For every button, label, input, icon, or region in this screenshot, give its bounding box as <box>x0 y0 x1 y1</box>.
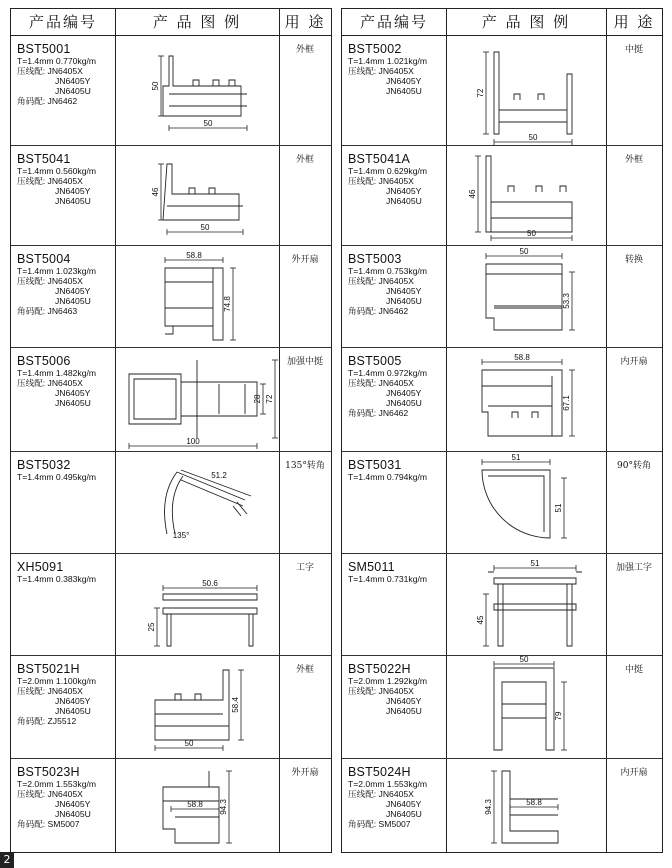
accessory-line: 压线配: JN6405X <box>17 276 83 286</box>
product-spec: T=1.4mm 0.972kg/m <box>348 368 428 378</box>
profile-outline <box>494 578 576 610</box>
product-use: 转换 <box>624 255 643 265</box>
accessory-line: JN6405Y <box>55 186 91 196</box>
product-info <box>348 662 446 716</box>
table-header <box>342 9 662 36</box>
table-header <box>11 9 331 36</box>
dimension-label: 28 <box>253 394 262 404</box>
product-use: 外框 <box>295 45 314 55</box>
profile-svg <box>115 348 279 452</box>
profile-outline <box>482 376 552 436</box>
accessory-line: JN6405Y <box>386 696 422 706</box>
accessory-line: JN6405U <box>55 196 91 206</box>
profile-drawing <box>115 452 279 554</box>
profile-drawing <box>446 146 606 246</box>
catalog-table-left <box>10 8 332 853</box>
product-row-bst5021h <box>11 656 331 759</box>
product-accessories <box>348 686 446 716</box>
profile-drawing <box>115 656 279 759</box>
profile-drawing <box>115 348 279 452</box>
profile-svg <box>446 146 606 246</box>
profile-drawing <box>446 452 606 554</box>
product-code: BST5021H <box>17 662 80 676</box>
profile-outline <box>486 156 572 232</box>
profile-outline <box>155 714 229 726</box>
accessory-line: JN6405U <box>386 809 422 819</box>
accessory-line: 压线配: JN6405X <box>348 276 414 286</box>
product-spec: T=1.4mm 1.482kg/m <box>17 368 97 378</box>
product-accessories <box>348 276 446 316</box>
product-info <box>348 354 446 418</box>
accessory-line: 压线配: JN6405X <box>17 378 83 388</box>
product-info <box>17 662 115 726</box>
product-spec: T=1.4mm 0.753kg/m <box>348 266 428 276</box>
product-info <box>17 765 115 829</box>
profile-svg <box>446 452 606 554</box>
profile-outline <box>155 670 229 740</box>
product-accessories <box>17 276 115 316</box>
product-code: BST5041 <box>17 152 71 166</box>
header-figure: 产 品 图 例 <box>481 13 571 31</box>
accessory-line: JN6405U <box>386 706 422 716</box>
product-use: 外开扇 <box>291 768 319 778</box>
product-code: BST5002 <box>348 42 402 56</box>
product-code: BST5031 <box>348 458 402 472</box>
product-spec: T=1.4mm 1.023kg/m <box>17 266 97 276</box>
product-info <box>17 152 115 206</box>
profile-outline <box>482 470 550 538</box>
profile-outline <box>163 594 257 614</box>
product-code: BST5001 <box>17 42 71 56</box>
product-spec: T=1.4mm 0.560kg/m <box>17 166 97 176</box>
catalog-table-right <box>341 8 663 853</box>
product-spec: T=1.4mm 1.021kg/m <box>348 56 428 66</box>
product-accessories <box>17 176 115 206</box>
profile-svg <box>115 452 279 554</box>
product-use: 135°转角 <box>285 461 325 471</box>
product-use: 加强中挺 <box>286 357 323 367</box>
product-accessories <box>348 66 446 96</box>
accessory-line: 角码配: ZJ5512 <box>17 716 77 726</box>
header-code: 产品编号 <box>359 13 428 31</box>
header-use: 用 途 <box>613 13 655 31</box>
product-row-bst5001 <box>11 36 331 146</box>
product-code: BST5041A <box>348 152 411 166</box>
profile-svg <box>115 246 279 348</box>
profile-outline <box>165 268 223 340</box>
product-row-bst5031 <box>342 452 662 554</box>
profile-outline <box>129 374 181 424</box>
accessory-line: JN6405Y <box>55 799 91 809</box>
dimension-label: 51 <box>511 453 521 462</box>
header-figure: 产 品 图 例 <box>152 13 242 31</box>
profile-svg <box>446 759 606 852</box>
dimension-label: 67.1 <box>562 395 571 411</box>
product-spec: T=1.4mm 0.495kg/m <box>17 472 97 482</box>
dimension-label: 94.3 <box>484 799 493 815</box>
profile-outline <box>193 80 235 86</box>
dimension-label: 58.8 <box>526 798 542 807</box>
product-code: SM5011 <box>348 560 395 574</box>
dimension-label: 72 <box>265 394 274 404</box>
profile-svg <box>115 554 279 656</box>
profile-outline <box>514 94 544 100</box>
product-accessories <box>17 378 115 408</box>
accessory-line: JN6405Y <box>55 76 91 86</box>
product-info <box>348 152 446 206</box>
dimension-label: 79 <box>554 711 563 721</box>
profile-outline <box>175 694 201 700</box>
accessory-line: 角码配: JN6462 <box>348 408 409 418</box>
accessory-line: JN6405Y <box>386 76 422 86</box>
product-code: BST5004 <box>17 252 71 266</box>
accessory-line: 角码配: JN6462 <box>17 96 78 106</box>
accessory-line: JN6405U <box>55 809 91 819</box>
product-spec: T=1.4mm 0.794kg/m <box>348 472 428 482</box>
dimension-label: 51 <box>554 503 563 513</box>
accessory-line: 压线配: JN6405X <box>17 176 83 186</box>
product-use: 加强工字 <box>615 563 652 573</box>
dimension-label: 50 <box>203 119 213 128</box>
accessory-line: JN6405Y <box>386 186 422 196</box>
profile-outline <box>508 186 566 192</box>
dimension-label: 50 <box>527 229 536 238</box>
accessory-line: JN6405U <box>55 86 91 96</box>
product-accessories <box>17 686 115 726</box>
page-number: 2 <box>0 852 14 868</box>
accessory-line: JN6405U <box>55 296 91 306</box>
profile-svg <box>115 146 279 246</box>
product-use: 中挺 <box>624 45 643 55</box>
dimension-label: 135° <box>172 531 190 540</box>
accessory-line: 压线配: JN6405X <box>348 176 414 186</box>
product-accessories <box>17 66 115 106</box>
accessory-line: 压线配: JN6405X <box>348 66 414 76</box>
dimension-label: 50 <box>200 223 210 232</box>
dimension-label: 25 <box>147 622 156 632</box>
profile-drawing <box>115 759 279 852</box>
dimension-label: 50 <box>519 656 529 664</box>
profile-outline <box>189 188 215 194</box>
dimension-label: 46 <box>151 187 160 197</box>
product-accessories <box>348 378 446 418</box>
dimension-label: 46 <box>468 189 477 199</box>
profile-drawing <box>446 656 606 759</box>
accessory-line: 压线配: JN6405X <box>17 686 83 696</box>
product-info <box>17 42 115 106</box>
profile-svg <box>115 36 279 146</box>
profile-outline <box>165 268 213 326</box>
profile-svg <box>446 36 606 146</box>
dimension-label: 53.3 <box>562 293 571 309</box>
profile-svg <box>446 246 606 348</box>
product-row-bst5003 <box>342 246 662 348</box>
product-row-xh5091 <box>11 554 331 656</box>
dimension-label: 100 <box>186 437 200 446</box>
product-spec: T=1.4mm 0.383kg/m <box>17 574 97 584</box>
accessory-line: JN6405Y <box>386 286 422 296</box>
product-info <box>17 354 115 408</box>
dimension-label: 58.8 <box>186 251 202 260</box>
accessory-line: 角码配: SM5007 <box>348 819 411 829</box>
product-code: BST5022H <box>348 662 411 676</box>
product-row-bst5032 <box>11 452 331 554</box>
product-code: BST5003 <box>348 252 402 266</box>
dimension-label: 50 <box>528 133 538 142</box>
accessory-line: 压线配: JN6405X <box>348 686 414 696</box>
dimension-label: 58.8 <box>187 800 203 809</box>
product-use: 外框 <box>295 155 314 165</box>
profile-outline <box>498 584 572 646</box>
accessory-line: 压线配: JN6405X <box>348 378 414 388</box>
profile-outline <box>167 614 253 646</box>
product-row-sm5011 <box>342 554 662 656</box>
profile-outline <box>488 476 544 532</box>
accessory-line: 压线配: JN6405X <box>17 789 83 799</box>
accessory-line: JN6405U <box>386 86 422 96</box>
profile-outline <box>233 502 247 516</box>
profile-outline <box>482 370 562 436</box>
product-spec: T=2.0mm 1.100kg/m <box>17 676 97 686</box>
accessory-line: 角码配: SM5007 <box>17 819 80 829</box>
profile-drawing <box>115 554 279 656</box>
profile-outline <box>502 704 546 718</box>
product-row-bst5002 <box>342 36 662 146</box>
profile-svg <box>446 554 606 656</box>
profile-outline <box>499 110 567 122</box>
accessory-line: JN6405U <box>386 196 422 206</box>
profile-outline <box>163 164 239 220</box>
product-spec: T=2.0mm 1.292kg/m <box>348 676 428 686</box>
dimension-label: 74.8 <box>223 296 232 312</box>
dimension-label: 51 <box>530 559 540 568</box>
product-use: 外框 <box>624 155 643 165</box>
product-spec: T=1.4mm 0.731kg/m <box>348 574 428 584</box>
product-accessories <box>348 789 446 829</box>
dimension-label: 72 <box>476 88 485 98</box>
product-info <box>348 252 446 316</box>
accessory-line: JN6405Y <box>55 286 91 296</box>
profile-drawing <box>115 36 279 146</box>
accessory-line: 角码配: JN6462 <box>348 306 409 316</box>
dimension-label: 58.8 <box>514 353 530 362</box>
product-code: BST5023H <box>17 765 80 779</box>
product-use: 内开扇 <box>620 357 648 367</box>
profile-outline <box>494 668 554 750</box>
product-code: XH5091 <box>17 560 64 574</box>
product-info <box>348 765 446 829</box>
dimension-label: 50 <box>151 81 160 91</box>
product-spec: T=2.0mm 1.553kg/m <box>348 779 428 789</box>
accessory-line: JN6405Y <box>386 799 422 809</box>
product-spec: T=1.4mm 0.629kg/m <box>348 166 428 176</box>
profile-drawing <box>446 36 606 146</box>
product-info <box>348 458 446 482</box>
product-row-bst5023h <box>11 759 331 852</box>
profile-outline <box>169 94 247 106</box>
dimension-label: 50.6 <box>202 579 218 588</box>
profile-drawing <box>115 146 279 246</box>
accessory-line: JN6405U <box>55 706 91 716</box>
profile-outline <box>197 360 245 438</box>
dimension-label: 94.3 <box>219 799 228 815</box>
product-code: BST5006 <box>17 354 71 368</box>
product-row-bst5024h <box>342 759 662 852</box>
profile-svg <box>446 656 606 759</box>
profile-drawing <box>446 348 606 452</box>
accessory-line: JN6405U <box>386 398 422 408</box>
dimension-label: 45 <box>476 615 485 625</box>
product-use: 工字 <box>295 563 314 573</box>
accessory-line: 压线配: JN6405X <box>17 66 83 76</box>
profile-outline <box>165 326 173 334</box>
profile-drawing <box>115 246 279 348</box>
profile-svg <box>446 348 606 452</box>
product-row-bst5005 <box>342 348 662 452</box>
product-row-bst5022h <box>342 656 662 759</box>
product-row-bst5004 <box>11 246 331 348</box>
profile-svg <box>115 656 279 759</box>
product-code: BST5024H <box>348 765 411 779</box>
product-row-bst5006 <box>11 348 331 452</box>
profile-outline <box>165 472 183 534</box>
accessory-line: JN6405Y <box>386 388 422 398</box>
dimension-label: 50 <box>184 739 194 748</box>
profile-svg <box>115 759 279 852</box>
profile-outline <box>486 274 562 308</box>
product-code: BST5032 <box>17 458 71 472</box>
product-spec: T=1.4mm 0.770kg/m <box>17 56 97 66</box>
accessory-line: JN6405U <box>55 398 91 408</box>
product-use: 外框 <box>295 665 314 675</box>
product-accessories <box>17 789 115 829</box>
product-use: 内开扇 <box>620 768 648 778</box>
product-use: 外开扇 <box>291 255 319 265</box>
accessory-line: JN6405U <box>386 296 422 306</box>
dimension-label: 58.4 <box>231 697 240 713</box>
profile-drawing <box>446 246 606 348</box>
product-spec: T=2.0mm 1.553kg/m <box>17 779 97 789</box>
dimension-label: 50 <box>519 247 529 256</box>
product-row-bst5041 <box>11 146 331 246</box>
product-accessories <box>348 176 446 206</box>
product-info <box>17 458 115 482</box>
product-info <box>348 42 446 96</box>
accessory-line: JN6405Y <box>55 696 91 706</box>
product-info <box>348 560 446 584</box>
product-use: 90°转角 <box>617 461 651 471</box>
accessory-line: 角码配: JN6463 <box>17 306 78 316</box>
accessory-line: 压线配: JN6405X <box>348 789 414 799</box>
header-use: 用 途 <box>284 13 326 31</box>
profile-outline <box>512 412 538 418</box>
profile-drawing <box>446 759 606 852</box>
dimension-label: 51.2 <box>211 471 227 480</box>
product-info <box>17 252 115 316</box>
header-code: 产品编号 <box>28 13 97 31</box>
product-row-bst5041a <box>342 146 662 246</box>
product-use: 中挺 <box>624 665 643 675</box>
product-info <box>17 560 115 584</box>
product-code: BST5005 <box>348 354 402 368</box>
accessory-line: JN6405Y <box>55 388 91 398</box>
profile-drawing <box>446 554 606 656</box>
